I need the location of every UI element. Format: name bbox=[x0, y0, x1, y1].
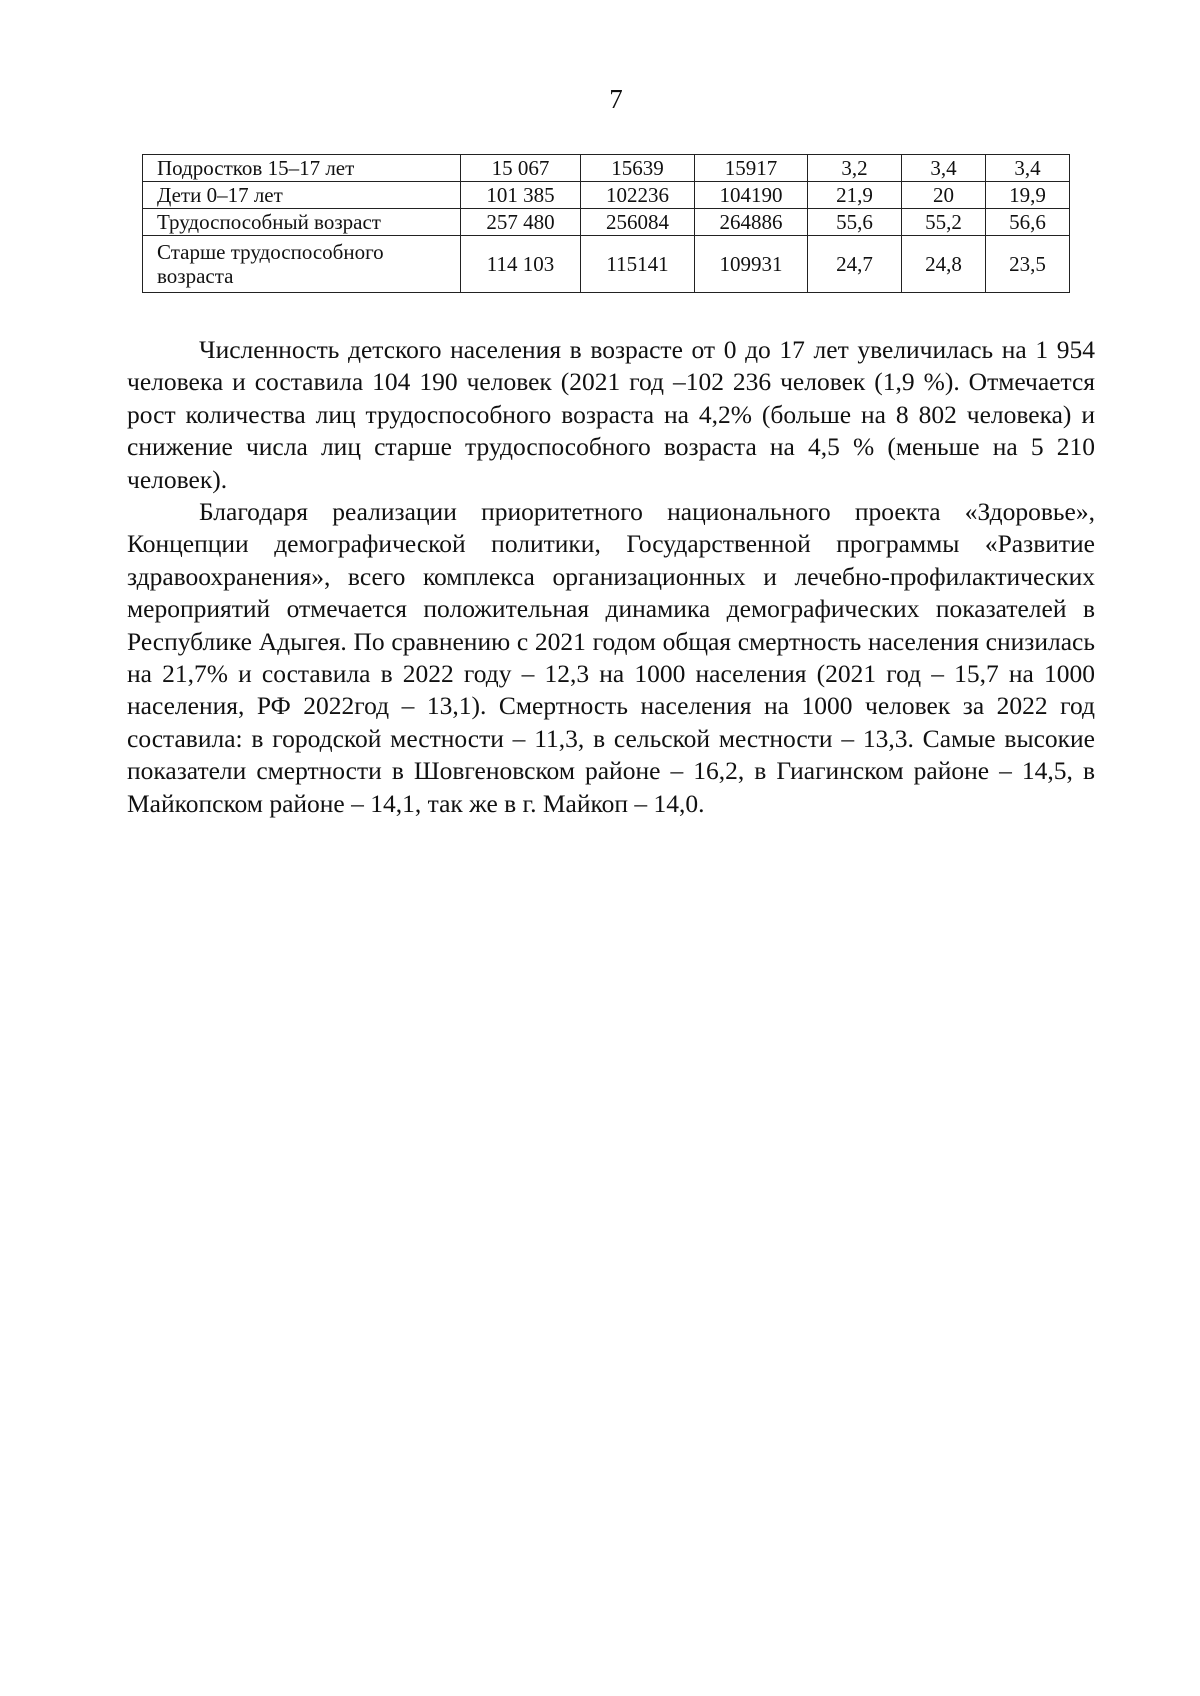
table-cell: 55,6 bbox=[808, 209, 902, 236]
row-label: Трудоспособный возраст bbox=[143, 209, 461, 236]
table-cell: 256084 bbox=[581, 209, 695, 236]
table-cell: 257 480 bbox=[461, 209, 581, 236]
table-cell: 55,2 bbox=[902, 209, 986, 236]
table-cell: 3,4 bbox=[986, 155, 1070, 182]
row-label: Дети 0–17 лет bbox=[143, 182, 461, 209]
table-cell: 21,9 bbox=[808, 182, 902, 209]
row-label: Старше трудоспособного возраста bbox=[143, 236, 461, 293]
table-cell: 109931 bbox=[695, 236, 808, 293]
table-row bbox=[143, 209, 1070, 236]
table-cell: 102236 bbox=[581, 182, 695, 209]
table-cell: 56,6 bbox=[986, 209, 1070, 236]
table-row bbox=[143, 182, 1070, 209]
table-cell: 24,8 bbox=[902, 236, 986, 293]
table-cell: 24,7 bbox=[808, 236, 902, 293]
paragraph-child-population: Численность детского населения в возрасте от 0 до 17 лет увеличилась на 1 954 человека и составила 104 190 человек (2021 год –102 236 человек (1,9 %). Отмечается рост количества лиц трудоспособного возраста на 4,2% (больше на 8 802 человека) и снижение числа лиц старше трудоспособного возраста на 4,5 % (меньше на 5 210 человек). bbox=[127, 335, 1095, 494]
table-cell: 15917 bbox=[695, 155, 808, 182]
table-cell: 114 103 bbox=[461, 236, 581, 293]
table-cell: 15639 bbox=[581, 155, 695, 182]
table-row bbox=[143, 236, 1070, 293]
table-cell: 23,5 bbox=[986, 236, 1070, 293]
table-cell: 19,9 bbox=[986, 182, 1070, 209]
table-row bbox=[143, 155, 1070, 182]
table-cell: 20 bbox=[902, 182, 986, 209]
table-cell: 104190 bbox=[695, 182, 808, 209]
page-number: 7 bbox=[609, 84, 623, 114]
table-cell: 101 385 bbox=[461, 182, 581, 209]
table-cell: 3,2 bbox=[808, 155, 902, 182]
table-cell: 115141 bbox=[581, 236, 695, 293]
table-cell: 3,4 bbox=[902, 155, 986, 182]
row-label: Подростков 15–17 лет bbox=[143, 155, 461, 182]
paragraph-mortality: Благодаря реализации приоритетного национального проекта «Здоровье», Концепции демографической политики, Государственной программы «Развитие здравоохранения», всего комплекса организационных и лечебно-профилактических мероприятий отмечается положительная динамика демографических показателей в Республике Адыгея. По сравнению с 2021 годом общая смертность населения снизилась на 21,7% и составила в 2022 году – 12,3 на 1000 населения (2021 год – 15,7 на 1000 населения, РФ 2022год – 13,1). Смертность населения на 1000 человек за 2022 год составила: в городской местности – 11,3, в сельской местности – 13,3. Самые высокие показатели смертности в Шовгеновском районе – 16,2, в Гиагинском районе – 14,5, в Майкопском районе – 14,1, так же в г. Майкоп – 14,0. bbox=[127, 497, 1095, 818]
table-cell: 15 067 bbox=[461, 155, 581, 182]
table-cell: 264886 bbox=[695, 209, 808, 236]
population-table bbox=[142, 154, 1070, 293]
body-text bbox=[127, 334, 1095, 820]
